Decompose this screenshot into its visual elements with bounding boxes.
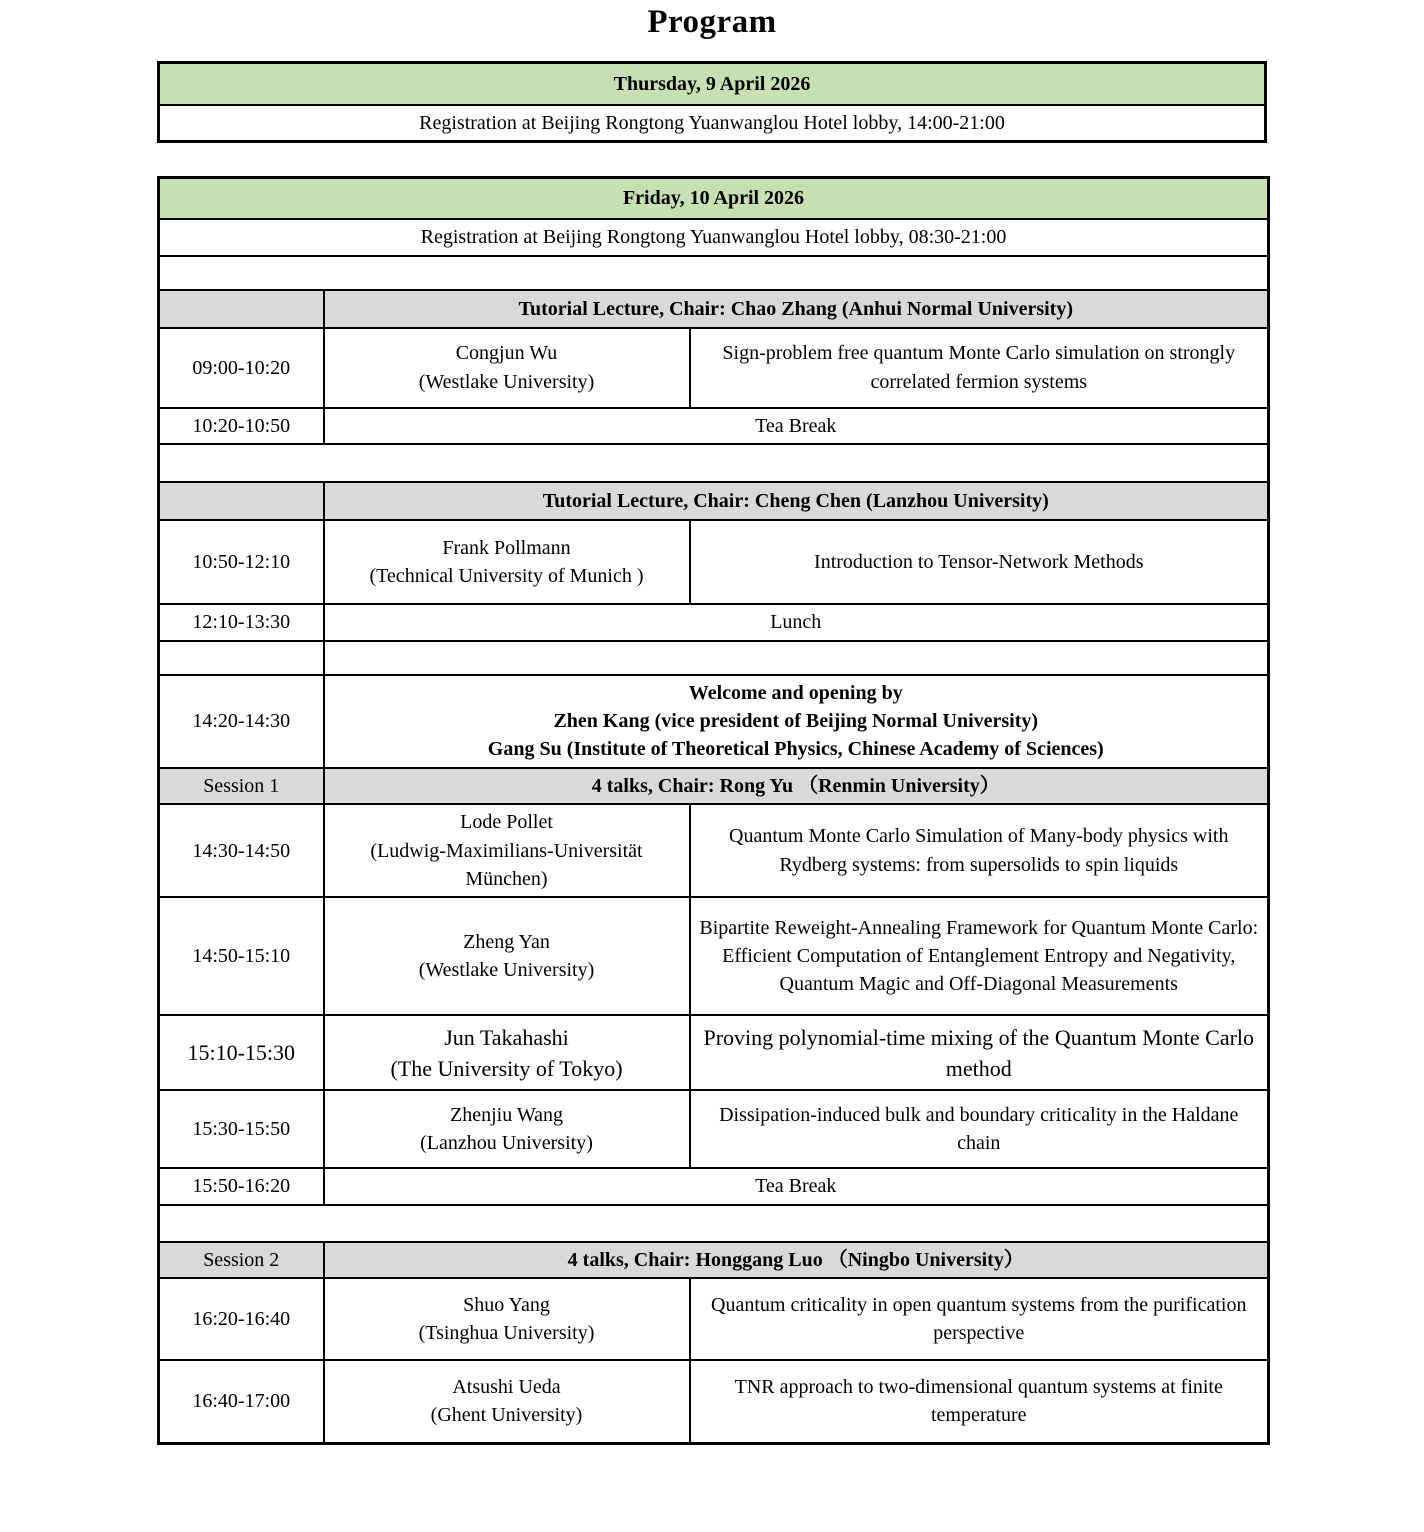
talk-row <box>159 897 1269 1015</box>
speaker-affiliation: (Ghent University) <box>430 1404 583 1427</box>
welcome-line: Gang Su (Institute of Theoretical Physics, Chinese Academy of Sciences) <box>487 738 1104 761</box>
day-header-thursday: Thursday, 9 April 2026 <box>159 63 1266 105</box>
talk-title-cell: TNR approach to two-dimensional quantum systems at finite temperature <box>690 1360 1269 1443</box>
speaker-affiliation: (Tsinghua University) <box>418 1322 595 1345</box>
page-title: Program <box>647 4 777 40</box>
welcome-line: Zhen Kang (vice president of Beijing Normal University) <box>553 709 1039 732</box>
speaker-name: Zhenjiu Wang <box>450 1103 563 1126</box>
time-cell: 15:50-16:20 <box>159 1168 324 1204</box>
empty-cell <box>159 1205 1269 1242</box>
talk-row <box>159 520 1269 604</box>
day-header-friday: Friday, 10 April 2026 <box>159 177 1269 219</box>
time-cell: 12:10-13:30 <box>159 604 324 640</box>
talk-row <box>159 328 1269 408</box>
friday-table <box>157 176 1270 1445</box>
speaker-cell <box>324 1278 690 1360</box>
speaker-affiliation: (Lanzhou University) <box>420 1132 593 1155</box>
time-cell: 10:20-10:50 <box>159 408 324 444</box>
empty-row <box>159 641 1269 675</box>
talk-title-cell: Dissipation-induced bulk and boundary criticality in the Haldane chain <box>690 1090 1269 1168</box>
break-row <box>159 1168 1269 1204</box>
time-cell: 16:40-17:00 <box>159 1360 324 1443</box>
section-title: 4 talks, Chair: Honggang Luo （Ningbo University） <box>324 1242 1269 1278</box>
talk-row <box>159 1360 1269 1443</box>
time-cell: 14:30-14:50 <box>159 804 324 897</box>
time-cell: 16:20-16:40 <box>159 1278 324 1360</box>
empty-cell <box>159 641 324 675</box>
talk-title-cell: Proving polynomial-time mixing of the Quantum Monte Carlo method <box>690 1015 1269 1090</box>
speaker-cell <box>324 520 690 604</box>
speaker-affiliation: (Westlake University) <box>418 370 595 393</box>
section-header-row <box>159 482 1269 520</box>
program-page <box>157 4 1267 1445</box>
welcome-line: Welcome and opening by <box>688 681 903 704</box>
thursday-table <box>157 61 1267 143</box>
time-cell: 15:10-15:30 <box>159 1015 324 1090</box>
section-header-row <box>159 768 1269 804</box>
table-gap <box>157 143 1267 176</box>
registration-thursday: Registration at Beijing Rongtong Yuanwanglou Hotel lobby, 14:00-21:00 <box>159 105 1266 142</box>
welcome-row <box>159 675 1269 768</box>
speaker-affiliation: (The University of Tokyo) <box>390 1055 623 1081</box>
break-label: Lunch <box>324 604 1269 640</box>
welcome-cell <box>324 675 1269 768</box>
section-title: Tutorial Lecture, Chair: Cheng Chen (Lanzhou University) <box>324 482 1269 520</box>
speaker-cell <box>324 1015 690 1090</box>
speaker-affiliation: (Technical University of Munich ) <box>369 565 644 588</box>
time-cell: 15:30-15:50 <box>159 1090 324 1168</box>
speaker-cell <box>324 897 690 1015</box>
speaker-cell <box>324 1360 690 1443</box>
session-label: Session 1 <box>159 768 324 804</box>
talk-title-cell: Introduction to Tensor-Network Methods <box>690 520 1269 604</box>
speaker-cell <box>324 328 690 408</box>
registration-row <box>159 219 1269 255</box>
speaker-name: Zheng Yan <box>463 930 550 953</box>
speaker-name: Lode Pollet <box>460 811 553 834</box>
empty-row <box>159 444 1269 482</box>
time-cell: 14:20-14:30 <box>159 675 324 768</box>
speaker-name: Shuo Yang <box>463 1293 550 1316</box>
empty-cell <box>159 444 1269 482</box>
talk-title-cell: Sign-problem free quantum Monte Carlo simulation on strongly correlated fermion systems <box>690 328 1269 408</box>
speaker-name: Congjun Wu <box>455 342 558 365</box>
talk-title-cell: Quantum Monte Carlo Simulation of Many-body physics with Rydberg systems: from supersolids to spin liquids <box>690 804 1269 897</box>
talk-row <box>159 804 1269 897</box>
time-cell: 14:50-15:10 <box>159 897 324 1015</box>
speaker-affiliation: (Westlake University) <box>418 959 595 982</box>
speaker-cell <box>324 1090 690 1168</box>
talk-row <box>159 1090 1269 1168</box>
registration-friday: Registration at Beijing Rongtong Yuanwanglou Hotel lobby, 08:30-21:00 <box>159 219 1269 255</box>
empty-row <box>159 1205 1269 1242</box>
speaker-name: Frank Pollmann <box>442 536 571 559</box>
talk-title-cell: Quantum criticality in open quantum systems from the purification perspective <box>690 1278 1269 1360</box>
section-label <box>159 290 324 328</box>
section-header-row <box>159 1242 1269 1278</box>
section-label <box>159 482 324 520</box>
time-cell: 09:00-10:20 <box>159 328 324 408</box>
day-header-row <box>159 177 1269 219</box>
talk-row <box>159 1278 1269 1360</box>
speaker-name: Jun Takahashi <box>444 1024 569 1050</box>
speaker-name: Atsushi Ueda <box>452 1375 561 1398</box>
session-label: Session 2 <box>159 1242 324 1278</box>
time-cell: 10:50-12:10 <box>159 520 324 604</box>
section-title: 4 talks, Chair: Rong Yu （Renmin University） <box>324 768 1269 804</box>
registration-row <box>159 105 1266 142</box>
speaker-affiliation: (Ludwig-Maximilians-Universität München) <box>370 839 643 890</box>
empty-cell <box>159 256 1269 290</box>
day-header-row <box>159 63 1266 105</box>
break-row <box>159 408 1269 444</box>
talk-row <box>159 1015 1269 1090</box>
section-title: Tutorial Lecture, Chair: Chao Zhang (Anhui Normal University) <box>324 290 1269 328</box>
break-label: Tea Break <box>324 408 1269 444</box>
talk-title-cell: Bipartite Reweight-Annealing Framework for Quantum Monte Carlo: Efficient Computation of Entanglement Entropy and Negativity, Quantum Magic and Off-Diagonal Measurements <box>690 897 1269 1015</box>
empty-row <box>159 256 1269 290</box>
speaker-cell <box>324 804 690 897</box>
section-header-row <box>159 290 1269 328</box>
break-row <box>159 604 1269 640</box>
break-label: Tea Break <box>324 1168 1269 1204</box>
empty-cell <box>324 641 1269 675</box>
